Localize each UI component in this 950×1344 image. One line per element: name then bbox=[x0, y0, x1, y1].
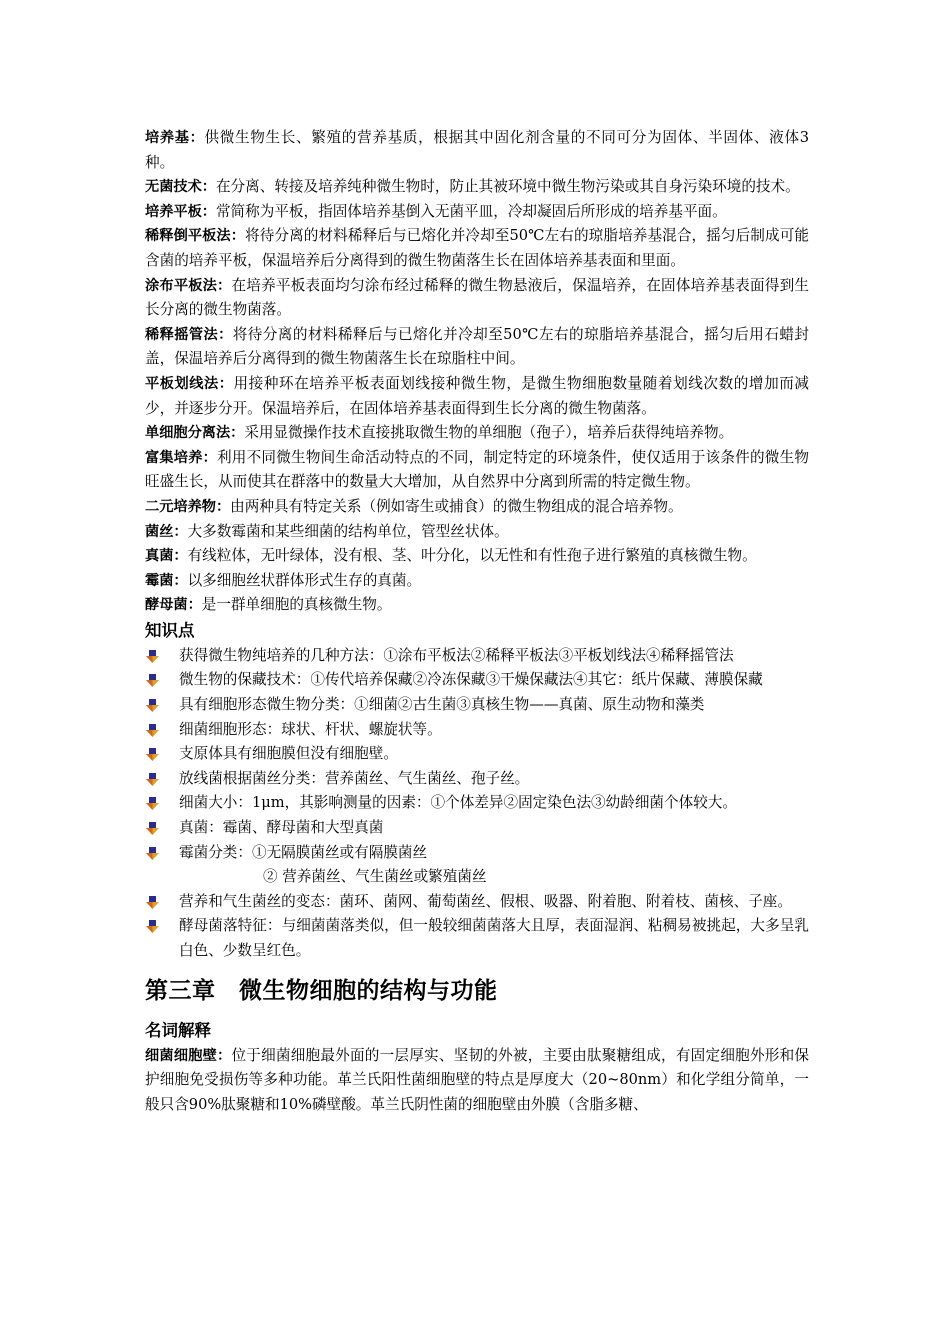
definition-item bbox=[145, 323, 809, 372]
arrow-down-bullet-icon bbox=[146, 748, 159, 761]
knowledge-point bbox=[145, 668, 809, 693]
definition-text: 将待分离的材料稀释后与已熔化并冷却至50℃左右的琼脂培养基混合，摇匀后制成可能含菌的培养平板，保温培养后分离得到的微生物菌落生长在固体培养基表面和里面。 bbox=[145, 227, 809, 269]
arrow-down-bullet-icon bbox=[146, 773, 159, 786]
definition-text: 有线粒体，无叶绿体，没有根、茎、叶分化，以无性和有性孢子进行繁殖的真核微生物。 bbox=[187, 547, 757, 565]
definition-item bbox=[145, 126, 809, 175]
knowledge-point-text: 细菌细胞形态：球状、杆状、螺旋状等。 bbox=[179, 720, 442, 738]
knowledge-point bbox=[145, 767, 809, 792]
knowledge-point-text: 真菌：霉菌、酵母菌和大型真菌 bbox=[179, 819, 384, 837]
knowledge-point bbox=[145, 718, 809, 743]
knowledge-point bbox=[145, 914, 809, 963]
definition-item bbox=[145, 200, 809, 225]
definition-text: 将待分离的材料稀释后与已熔化并冷却至50℃左右的琼脂培养基混合，摇匀后用石蜡封盖，保温培养后分离得到的微生物菌落生长在琼脂柱中间。 bbox=[145, 325, 809, 368]
definition-item bbox=[145, 421, 809, 446]
arrow-down-bullet-icon bbox=[146, 724, 159, 737]
knowledge-point bbox=[145, 693, 809, 718]
knowledge-heading: 知识点 bbox=[145, 620, 195, 640]
definition-text: 常简称为平板，指固体培养基倒入无菌平皿，冷却凝固后所形成的培养基平面。 bbox=[215, 202, 727, 220]
knowledge-point-text: 酵母菌落特征：与细菌菌落类似，但一般较细菌菌落大且厚，表面湿润、粘稠易被挑起，大多呈乳白色、少数呈红色。 bbox=[179, 917, 809, 959]
definition-item bbox=[145, 495, 809, 520]
knowledge-point bbox=[145, 791, 809, 816]
arrow-down-bullet-icon bbox=[146, 650, 159, 663]
knowledge-list bbox=[145, 644, 809, 865]
knowledge-point-text: 支原体具有细胞膜但没有细胞壁。 bbox=[179, 745, 398, 763]
definition-term: 富集培养： bbox=[145, 449, 217, 466]
definition-text: 位于细菌细胞最外面的一层厚实、坚韧的外被，主要由肽聚糖组成，有固定细胞外形和保护细胞免受损伤等多种功能。革兰氏阳性菌细胞壁的特点是厚度大（20~80nm）和化学组分简单，一般只含90%肽聚糖和10%磷壁酸。革兰氏阴性菌的细胞壁由外膜（含脂多糖、 bbox=[145, 1046, 809, 1113]
definition-text: 用接种环在培养平板表面划线接种微生物，是微生物细胞数量随着划线次数的增加而减少，并逐步分开。保温培养后，在固体培养基表面得到生长分离的微生物菌落。 bbox=[145, 374, 809, 417]
definition-term: 培养基： bbox=[145, 130, 205, 146]
knowledge-point-text: 细菌大小：1μm，其影响测量的因素：①个体差异②固定染色法③幼龄细菌个体较大。 bbox=[179, 794, 737, 812]
arrow-down-bullet-icon bbox=[146, 822, 159, 835]
definition-term: 菌丝： bbox=[145, 523, 188, 540]
definition-term: 真菌： bbox=[145, 548, 188, 565]
knowledge-point-text: 微生物的保藏技术：①传代培养保藏②冷冻保藏③干燥保藏法④其它：纸片保藏、薄膜保藏 bbox=[179, 671, 763, 689]
definition-text: 是一群单细胞的真核微生物。 bbox=[201, 596, 392, 614]
definition-term: 培养平板： bbox=[145, 203, 216, 220]
definition-item bbox=[145, 593, 809, 618]
definition-text: 在培养平板表面均匀涂布经过稀释的微生物悬液后，保温培养，在固体培养基表面得到生长分离的微生物菌落。 bbox=[145, 276, 809, 319]
definition-item bbox=[145, 372, 809, 421]
definition-term: 单细胞分离法： bbox=[145, 425, 245, 442]
knowledge-point-text: 放线菌根据菌丝分类：营养菌丝、气生菌丝、孢子丝。 bbox=[179, 769, 530, 787]
arrow-down-bullet-icon bbox=[146, 699, 159, 712]
definition-term: 平板划线法： bbox=[145, 375, 234, 392]
definition-item bbox=[145, 274, 809, 323]
knowledge-point bbox=[145, 890, 809, 915]
definition-term: 涂布平板法： bbox=[145, 277, 232, 294]
chapter-title: 第三章 微生物细胞的结构与功能 bbox=[145, 977, 498, 1004]
definition-cell-wall bbox=[145, 1044, 809, 1118]
knowledge-point-text: 营养和气生菌丝的变态：菌环、菌网、葡萄菌丝、假根、吸器、附着胞、附着枝、菌核、子座。 bbox=[179, 892, 792, 910]
knowledge-point-text: 霉菌分类：①无隔膜菌丝或有隔膜菌丝 bbox=[179, 843, 428, 861]
definition-item bbox=[145, 175, 809, 200]
knowledge-list-2 bbox=[145, 890, 809, 964]
definition-term: 霉菌： bbox=[145, 572, 188, 589]
definition-item bbox=[145, 224, 809, 273]
definition-item bbox=[145, 446, 809, 495]
definitions-list bbox=[145, 126, 809, 618]
definition-term: 细菌细胞壁： bbox=[145, 1047, 232, 1064]
knowledge-continuation: ② 营养菌丝、气生菌丝或繁殖菌丝 bbox=[263, 868, 487, 886]
terms-heading: 名词解释 bbox=[145, 1020, 211, 1040]
definition-item bbox=[145, 569, 809, 594]
arrow-down-bullet-icon bbox=[146, 920, 159, 933]
knowledge-point bbox=[145, 742, 809, 767]
definition-text: 大多数霉菌和某些细菌的结构单位，管型丝状体。 bbox=[187, 522, 509, 540]
knowledge-point-text: 具有细胞形态微生物分类：①细菌②古生菌③真核生物——真菌、原生动物和藻类 bbox=[179, 696, 705, 714]
knowledge-point bbox=[145, 644, 809, 669]
definition-item bbox=[145, 520, 809, 545]
definition-term: 无菌技术： bbox=[145, 179, 216, 196]
definition-term: 酵母菌： bbox=[145, 597, 202, 614]
definition-term: 稀释倒平板法： bbox=[145, 228, 246, 245]
definition-text: 利用不同微生物间生命活动特点的不同，制定特定的环境条件，使仅适用于该条件的微生物旺盛生长，从而使其在群落中的数量大大增加，从自然界中分离到所需的特定微生物。 bbox=[145, 448, 809, 491]
definition-text: 由两种具有特定关系（例如寄生或捕食）的微生物组成的混合培养物。 bbox=[230, 497, 683, 515]
definition-text: 以多细胞丝状群体形式生存的真菌。 bbox=[187, 571, 422, 589]
definition-term: 稀释摇管法： bbox=[145, 326, 233, 343]
arrow-down-bullet-icon bbox=[146, 674, 159, 687]
definition-text: 在分离、转接及培养纯种微生物时，防止其被环境中微生物污染或其自身污染环境的技术。 bbox=[215, 178, 800, 196]
arrow-down-bullet-icon bbox=[146, 797, 159, 810]
definition-item bbox=[145, 544, 809, 569]
definition-text: 供微生物生长、繁殖的营养基质，根据其中固化剂含量的不同可分为固体、半固体、液体3种。 bbox=[145, 129, 809, 171]
knowledge-point bbox=[145, 841, 809, 866]
definition-term: 二元培养物： bbox=[145, 498, 231, 515]
document-page bbox=[145, 126, 809, 1117]
arrow-down-bullet-icon bbox=[146, 896, 159, 909]
knowledge-point-text: 获得微生物纯培养的几种方法：①涂布平板法②稀释平板法③平板划线法④稀释摇管法 bbox=[179, 646, 734, 664]
definition-text: 采用显微操作技术直接挑取微生物的单细胞（孢子），培养后获得纯培养物。 bbox=[244, 424, 734, 442]
knowledge-point bbox=[145, 816, 809, 841]
arrow-down-bullet-icon bbox=[146, 847, 159, 860]
